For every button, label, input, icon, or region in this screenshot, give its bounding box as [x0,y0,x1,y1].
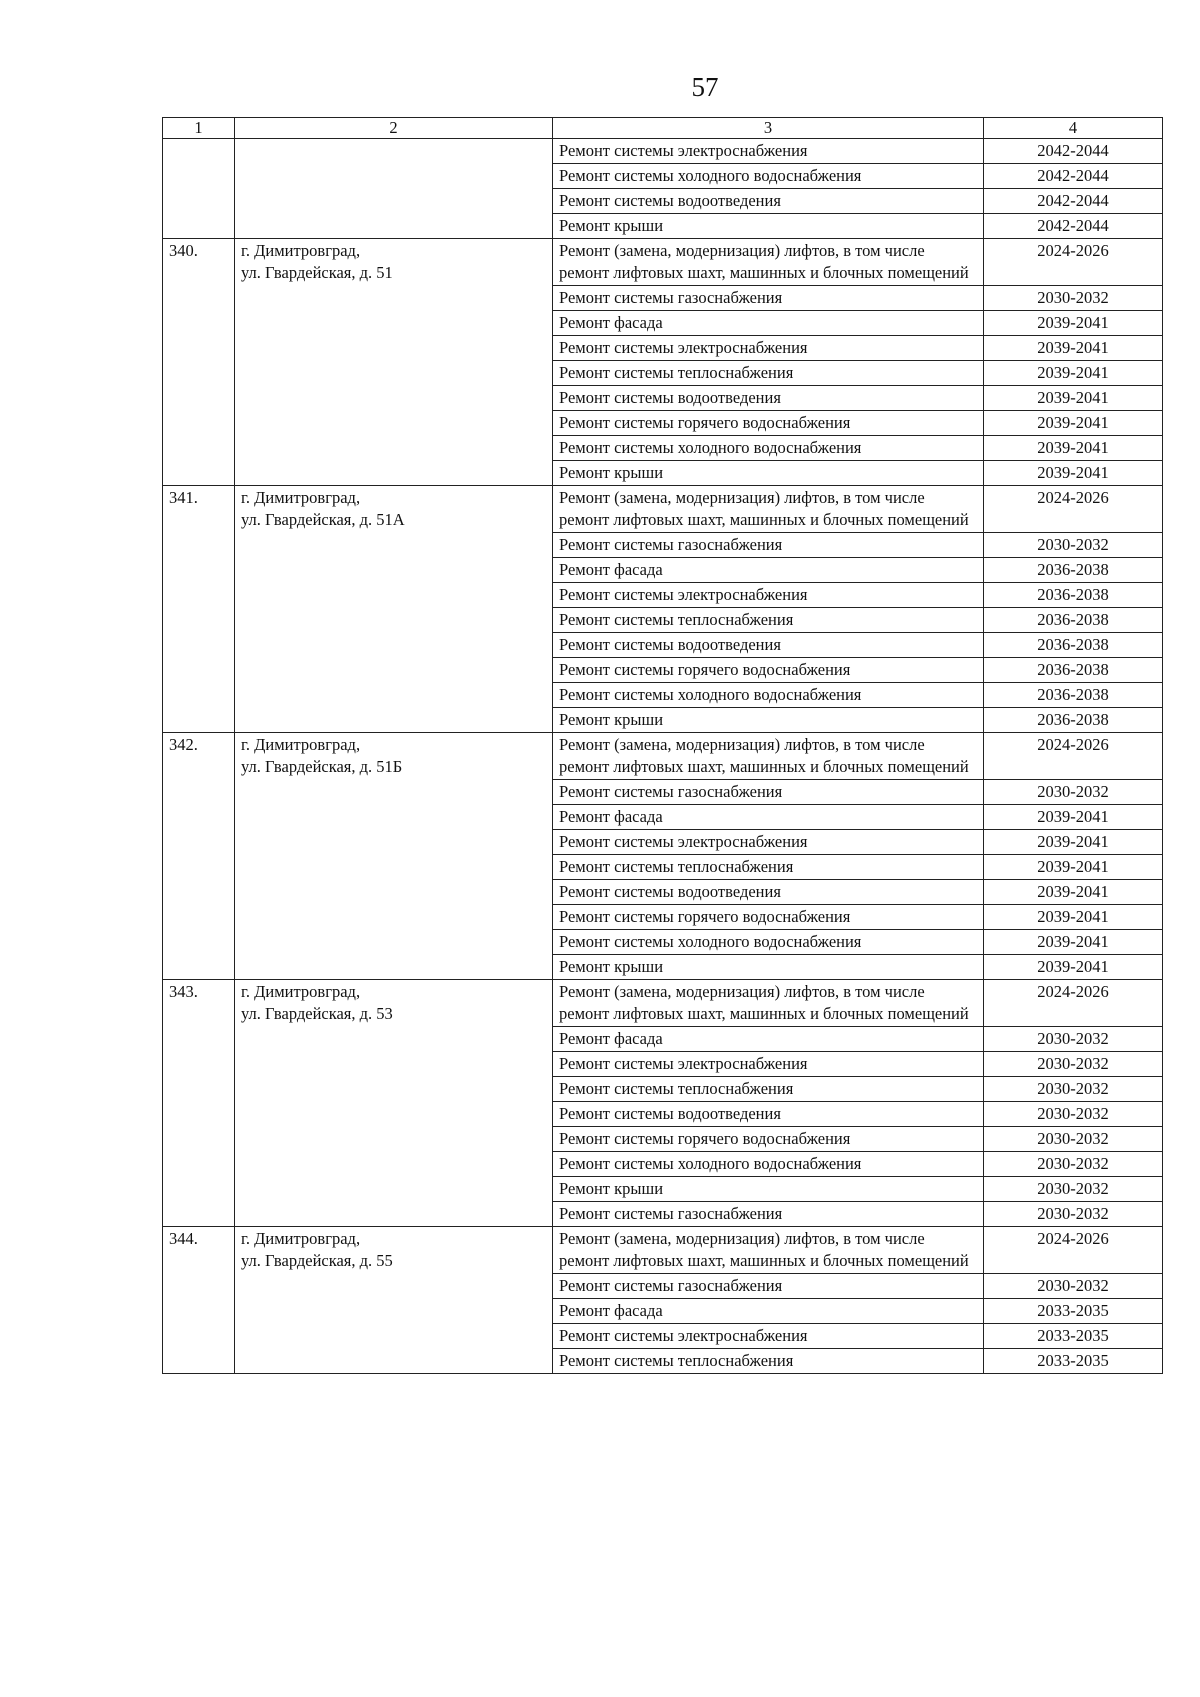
item-number: 344. [163,1227,235,1374]
work-type: Ремонт фасада [553,805,984,830]
work-period: 2030-2032 [984,1027,1163,1052]
address-city: г. Димитровград, [241,982,361,1001]
work-period: 2039-2041 [984,386,1163,411]
header-col-4: 4 [984,118,1163,139]
work-period: 2024-2026 [984,239,1163,286]
table-row [163,486,1163,533]
work-period: 2039-2041 [984,361,1163,386]
work-period: 2036-2038 [984,633,1163,658]
work-period: 2039-2041 [984,955,1163,980]
work-period: 2030-2032 [984,533,1163,558]
work-period: 2030-2032 [984,780,1163,805]
work-type: Ремонт системы теплоснабжения [553,855,984,880]
work-period: 2030-2032 [984,1102,1163,1127]
work-period: 2036-2038 [984,658,1163,683]
item-number: 340. [163,239,235,486]
address-city: г. Димитровград, [241,735,361,754]
work-type: Ремонт системы горячего водоснабжения [553,658,984,683]
work-type: Ремонт (замена, модернизация) лифтов, в том числе ремонт лифтовых шахт, машинных и блочных помещений [553,486,984,533]
work-period: 2039-2041 [984,880,1163,905]
work-type: Ремонт фасада [553,311,984,336]
address-cell [235,1227,553,1374]
table-row [163,1227,1163,1274]
work-period: 2024-2026 [984,733,1163,780]
header-col-2: 2 [235,118,553,139]
address-street: ул. Гвардейская, д. 51А [241,510,405,529]
work-type: Ремонт системы теплоснабжения [553,608,984,633]
work-type: Ремонт системы холодного водоснабжения [553,1152,984,1177]
address-street: ул. Гвардейская, д. 51 [241,263,393,282]
work-type: Ремонт фасада [553,558,984,583]
work-type: Ремонт системы теплоснабжения [553,1077,984,1102]
work-period: 2036-2038 [984,683,1163,708]
work-period: 2039-2041 [984,411,1163,436]
table-row [163,239,1163,286]
work-type: Ремонт системы холодного водоснабжения [553,164,984,189]
work-period: 2039-2041 [984,805,1163,830]
address-city: г. Димитровград, [241,1229,361,1248]
address-cell [235,733,553,980]
work-period: 2036-2038 [984,708,1163,733]
table-row [163,139,1163,164]
work-type: Ремонт системы теплоснабжения [553,1349,984,1374]
work-period: 2030-2032 [984,1127,1163,1152]
address-street: ул. Гвардейская, д. 53 [241,1004,393,1023]
work-type: Ремонт крыши [553,214,984,239]
address-cell [235,486,553,733]
work-period: 2030-2032 [984,1077,1163,1102]
work-type: Ремонт системы электроснабжения [553,830,984,855]
item-number: 342. [163,733,235,980]
work-period: 2042-2044 [984,164,1163,189]
address-cell [235,139,553,239]
work-period: 2030-2032 [984,286,1163,311]
work-type: Ремонт системы газоснабжения [553,780,984,805]
work-period: 2024-2026 [984,1227,1163,1274]
work-period: 2036-2038 [984,583,1163,608]
work-type: Ремонт крыши [553,708,984,733]
header-row [163,118,1163,139]
item-number [163,139,235,239]
work-period: 2039-2041 [984,461,1163,486]
address-cell [235,980,553,1227]
work-period: 2030-2032 [984,1177,1163,1202]
work-period: 2024-2026 [984,980,1163,1027]
capital-repair-table [162,117,1163,1374]
work-type: Ремонт фасада [553,1299,984,1324]
address-city: г. Димитровград, [241,241,361,260]
address-cell [235,239,553,486]
work-type: Ремонт крыши [553,955,984,980]
work-type: Ремонт крыши [553,1177,984,1202]
work-period: 2036-2038 [984,608,1163,633]
work-period: 2042-2044 [984,189,1163,214]
work-period: 2030-2032 [984,1052,1163,1077]
work-type: Ремонт системы газоснабжения [553,1274,984,1299]
work-period: 2039-2041 [984,930,1163,955]
work-type: Ремонт (замена, модернизация) лифтов, в том числе ремонт лифтовых шахт, машинных и блочных помещений [553,1227,984,1274]
work-period: 2036-2038 [984,558,1163,583]
work-type: Ремонт фасада [553,1027,984,1052]
work-period: 2030-2032 [984,1152,1163,1177]
work-type: Ремонт крыши [553,461,984,486]
work-period: 2039-2041 [984,830,1163,855]
work-type: Ремонт системы электроснабжения [553,336,984,361]
address-street: ул. Гвардейская, д. 55 [241,1251,393,1270]
item-number: 343. [163,980,235,1227]
table-row [163,980,1163,1027]
page-number: 57 [691,72,719,102]
work-type: Ремонт (замена, модернизация) лифтов, в том числе ремонт лифтовых шахт, машинных и блочных помещений [553,733,984,780]
work-type: Ремонт системы горячего водоснабжения [553,411,984,436]
work-type: Ремонт системы электроснабжения [553,583,984,608]
work-type: Ремонт системы водоотведения [553,633,984,658]
work-type: Ремонт системы холодного водоснабжения [553,930,984,955]
work-type: Ремонт системы газоснабжения [553,533,984,558]
work-period: 2039-2041 [984,855,1163,880]
work-type: Ремонт системы холодного водоснабжения [553,436,984,461]
work-type: Ремонт системы горячего водоснабжения [553,905,984,930]
work-period: 2030-2032 [984,1202,1163,1227]
work-type: Ремонт (замена, модернизация) лифтов, в том числе ремонт лифтовых шахт, машинных и блочных помещений [553,980,984,1027]
work-type: Ремонт системы водоотведения [553,189,984,214]
work-type: Ремонт системы газоснабжения [553,286,984,311]
work-type: Ремонт системы водоотведения [553,386,984,411]
address-city: г. Димитровград, [241,488,361,507]
work-period: 2039-2041 [984,311,1163,336]
header-col-3: 3 [553,118,984,139]
work-period: 2039-2041 [984,905,1163,930]
work-period: 2039-2041 [984,436,1163,461]
work-type: Ремонт системы горячего водоснабжения [553,1127,984,1152]
work-type: Ремонт системы электроснабжения [553,1324,984,1349]
work-type: Ремонт системы холодного водоснабжения [553,683,984,708]
work-type: Ремонт системы электроснабжения [553,1052,984,1077]
work-period: 2024-2026 [984,486,1163,533]
work-type: Ремонт системы водоотведения [553,880,984,905]
table-row [163,733,1163,780]
table-body [163,139,1163,1374]
work-type: Ремонт системы электроснабжения [553,139,984,164]
work-period: 2033-2035 [984,1324,1163,1349]
work-period: 2039-2041 [984,336,1163,361]
work-type: Ремонт системы газоснабжения [553,1202,984,1227]
work-period: 2033-2035 [984,1349,1163,1374]
work-period: 2042-2044 [984,139,1163,164]
work-type: Ремонт системы теплоснабжения [553,361,984,386]
work-type: Ремонт системы водоотведения [553,1102,984,1127]
item-number: 341. [163,486,235,733]
work-period: 2033-2035 [984,1299,1163,1324]
header-col-1: 1 [163,118,235,139]
work-period: 2030-2032 [984,1274,1163,1299]
work-type: Ремонт (замена, модернизация) лифтов, в том числе ремонт лифтовых шахт, машинных и блочных помещений [553,239,984,286]
work-period: 2042-2044 [984,214,1163,239]
address-street: ул. Гвардейская, д. 51Б [241,757,403,776]
